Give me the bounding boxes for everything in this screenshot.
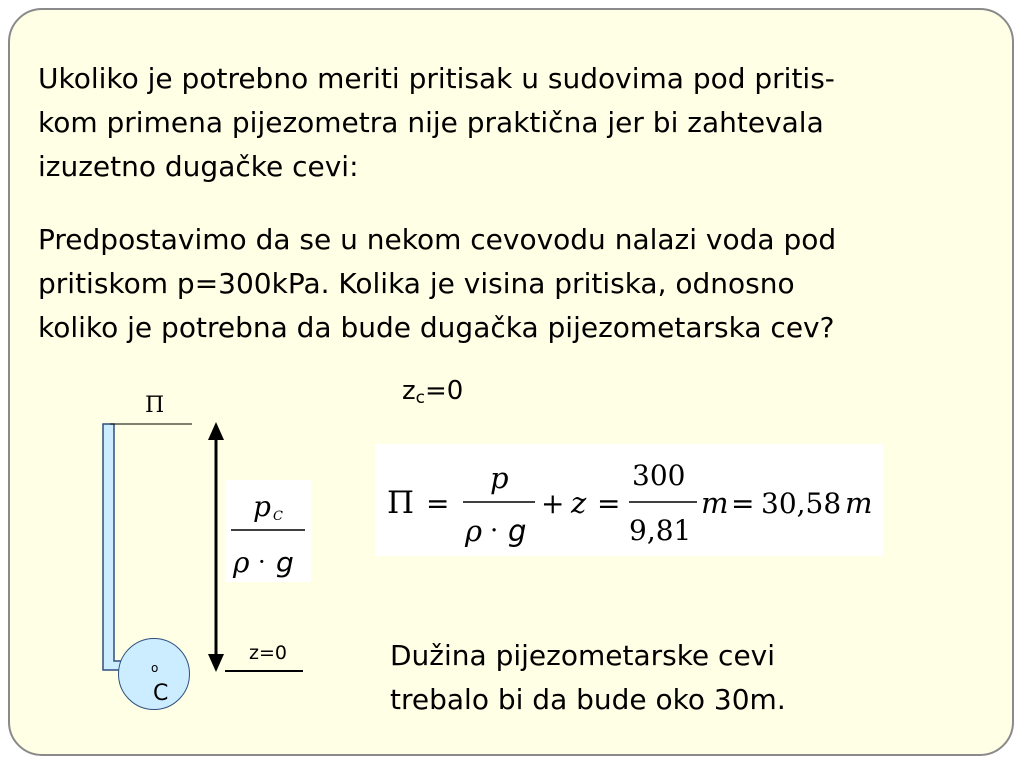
equation-box	[375, 444, 883, 556]
conclusion-line-1: Dužina pijezometarske cevi	[390, 639, 776, 672]
paragraph-problem	[38, 218, 988, 350]
datum-label: z=0	[249, 642, 287, 664]
eq-num-p: p	[490, 461, 509, 495]
eq-equals-2: =	[597, 487, 621, 520]
eq-num-300: 300	[632, 459, 686, 492]
eq-lhs-pi: Π	[387, 485, 415, 521]
eq-equals-1: =	[426, 487, 450, 520]
frac-den-rho: ρ	[233, 546, 250, 579]
paragraph-problem-line-2: pritiskom p=300kPa. Kolika je visina pritiska, odnosno	[38, 267, 795, 300]
frac-num-p: p	[253, 490, 271, 523]
eq-plus: +	[541, 487, 565, 520]
paragraph-problem-line-1: Predpostavimo da se u nekom cevovodu nalazi voda pod	[38, 223, 837, 256]
frac-num-subscript: C	[273, 509, 283, 524]
pressure-head-fraction	[225, 480, 311, 582]
paragraph-intro-line-3: izuzetno dugačke cevi:	[38, 150, 359, 183]
eq-result: 30,58	[761, 487, 842, 520]
paragraph-intro-line-1: Ukoliko je potrebno meriti pritisak u sudovima pod pritis-	[38, 62, 835, 95]
point-c-marker: o	[151, 661, 159, 675]
eq-unit-m-2: m	[845, 486, 873, 520]
point-c-label: C	[153, 681, 169, 706]
eq-den-g: g	[508, 514, 527, 548]
conclusion-line-2: trebalo bi da bude oko 30m.	[390, 683, 786, 716]
zc-label	[402, 376, 463, 408]
frac-den-dot: ·	[258, 548, 266, 576]
pi-level-label: Π	[145, 393, 165, 418]
frac-den-g: g	[276, 546, 294, 579]
zc-value: =0	[425, 376, 464, 406]
zc-base: z	[402, 376, 416, 406]
eq-equals-3: =	[731, 487, 755, 520]
eq-den-981: 9,81	[629, 514, 692, 547]
equation-svg	[375, 444, 883, 556]
eq-den-rho: ρ	[465, 514, 483, 548]
paragraph-problem-line-3: koliko je potrebna da bude dugačka pijezometarska cev?	[38, 311, 835, 344]
eq-unit-m-1: m	[701, 486, 729, 520]
paragraph-intro	[38, 57, 988, 189]
paragraph-intro-line-2: kom primena pijezometra nije praktična jer bi zahtevala	[38, 106, 824, 139]
pressure-head-fraction-svg	[225, 480, 311, 582]
conclusion	[390, 634, 950, 722]
eq-z: z	[571, 486, 587, 520]
eq-den-dot: ·	[490, 516, 499, 546]
zc-subscript: c	[415, 388, 426, 408]
